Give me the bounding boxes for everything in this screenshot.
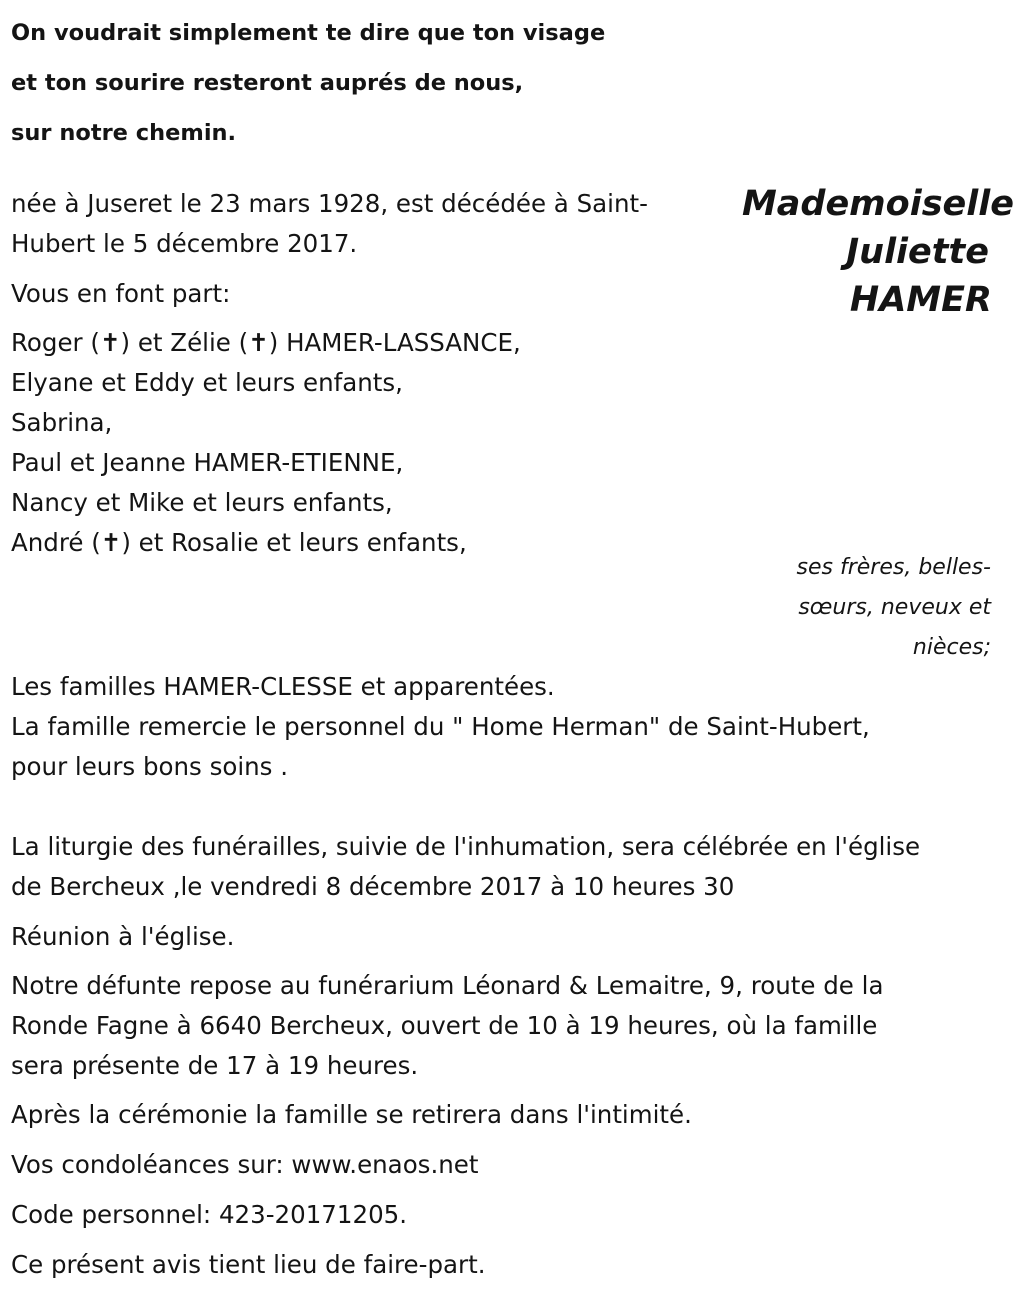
deceased-first-name: Juliette — [846, 232, 989, 272]
notice-text: Ce présent avis tient lieu de faire-part. — [11, 1250, 486, 1279]
epigraph — [11, 8, 771, 158]
rest-line: Notre défunte repose au funérarium Léonard & Lemaitre, 9, route de la — [11, 971, 884, 1000]
liturgy-line: de Bercheux ,le vendredi 8 décembre 2017 à 10 heures 30 — [11, 872, 735, 901]
thanks-line: pour leurs bons soins . — [11, 752, 289, 781]
liturgy-line: La liturgie des funérailles, suivie de l'inhumation, sera célébrée en l'église — [11, 832, 921, 861]
relatives-text: Les familles HAMER-CLESSE et apparentées. — [11, 672, 555, 701]
personal-code-text: Code personnel: 423-20171205. — [11, 1200, 408, 1229]
family-member: Sabrina, — [11, 408, 113, 437]
family-member: Paul et Jeanne HAMER-ETIENNE, — [11, 448, 404, 477]
announce-text: Vous en font part: — [11, 279, 231, 308]
meeting-text: Réunion à l'église. — [11, 922, 235, 951]
family-role-line: nièces; — [912, 635, 991, 660]
condolences-text: Vos condoléances sur: www.enaos.net — [11, 1150, 479, 1179]
thanks-line: La famille remercie le personnel du " Home Herman" de Saint-Hubert, — [11, 712, 870, 741]
family-role — [731, 548, 991, 668]
family-member: Roger (✝) et Zélie (✝) HAMER-LASSANCE, — [11, 328, 521, 357]
rest-line: sera présente de 17 à 19 heures. — [11, 1051, 419, 1080]
family-member: André (✝) et Rosalie et leurs enfants, — [11, 528, 467, 557]
family-member: Elyane et Eddy et leurs enfants, — [11, 368, 403, 397]
family-member: Nancy et Mike et leurs enfants, — [11, 488, 393, 517]
birth-death-line: née à Juseret le 23 mars 1928, est décédée à Saint- — [11, 189, 648, 218]
epigraph-line: et ton sourire resteront auprés de nous, — [11, 70, 524, 96]
family-role-line: sœurs, neveux et — [798, 595, 991, 620]
deceased-last-name: HAMER — [849, 280, 992, 320]
epigraph-line: On voudrait simplement te dire que ton visage — [11, 20, 606, 46]
rest-line: Ronde Fagne à 6640 Bercheux, ouvert de 10 à 19 heures, où la famille — [11, 1011, 878, 1040]
family-role-line: ses frères, belles- — [796, 555, 991, 580]
after-ceremony-text: Après la cérémonie la famille se retirera dans l'intimité. — [11, 1100, 692, 1129]
deceased-title: Mademoiselle — [741, 184, 1014, 224]
deceased-name — [714, 180, 1014, 324]
epigraph-line: sur notre chemin. — [11, 120, 237, 146]
birth-death-line: Hubert le 5 décembre 2017. — [11, 229, 358, 258]
